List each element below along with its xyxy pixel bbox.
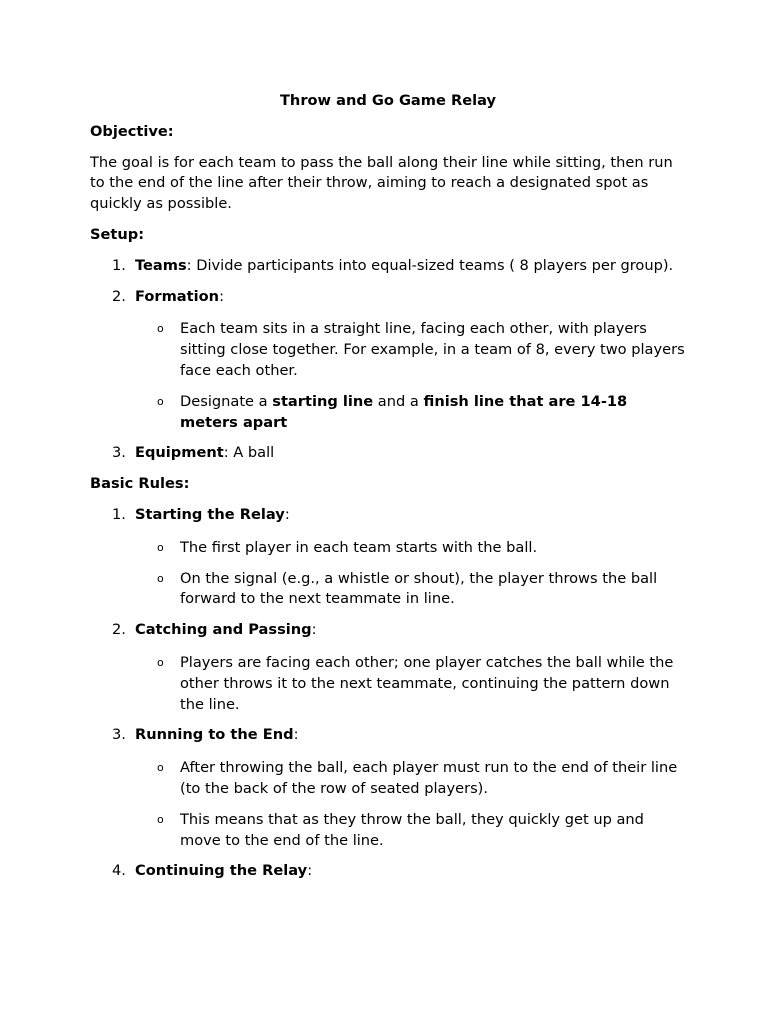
starting-line-label: starting line — [272, 392, 374, 410]
bullet-marker: o — [157, 540, 164, 554]
rule-running-end — [90, 725, 686, 746]
bullet-marker: o — [157, 812, 164, 826]
item-text: : A ball — [223, 444, 275, 462]
list-number: 4. — [112, 862, 126, 880]
item-label: Continuing the Relay — [135, 862, 308, 880]
designate-pre: Designate a — [180, 392, 273, 410]
item-label: Catching and Passing — [135, 621, 312, 639]
objective-text: The goal is for each team to pass the ball along their line while sitting, then run to the end of the line after their throw, aiming to reach a designated spot as quickly as possible. — [90, 153, 673, 213]
item-label: Starting the Relay — [135, 505, 285, 523]
rule-starting-relay — [90, 505, 686, 526]
formation-bullet — [90, 319, 686, 381]
list-number: 1. — [112, 256, 126, 274]
rule-continuing-relay — [90, 861, 686, 882]
rule-bullet — [90, 810, 686, 852]
item-label: Equipment — [135, 444, 224, 462]
item-text: : Divide participants into equal-sized teams ( 8 players per group). — [186, 256, 674, 274]
setup-item-teams — [90, 256, 686, 277]
setup-item-equipment — [90, 443, 686, 464]
document-body — [90, 91, 686, 892]
item-label: Teams — [135, 256, 187, 274]
setup-item-formation — [90, 287, 686, 308]
bullet-text: Each team sits in a straight line, facing each other, with players sitting close together. For example, in a team of 8, every two players face each other. — [180, 320, 685, 379]
list-number: 1. — [112, 505, 126, 523]
bullet-text: Players are facing each other; one player catches the ball while the other throws it to the next teammate, continuing the pattern down the line. — [180, 653, 674, 713]
list-number: 2. — [112, 287, 126, 305]
bullet-marker: o — [157, 322, 164, 336]
setup-heading: Setup: — [90, 225, 145, 243]
item-label: Formation — [135, 287, 220, 305]
item-text: : — [219, 287, 224, 305]
list-number: 2. — [112, 621, 126, 639]
bullet-text: This means that as they throw the ball, they quickly get up and move to the end of the line. — [180, 810, 644, 849]
item-text: : — [284, 505, 290, 523]
finish-line-label: finish line that are 14-18 meters apart — [180, 392, 628, 431]
designate-mid: and a — [373, 392, 424, 410]
rule-bullet — [90, 569, 686, 611]
list-number: 3. — [112, 726, 126, 744]
objective-heading: Objective: — [90, 122, 174, 140]
rule-catching-passing — [90, 620, 686, 641]
basic-rules-heading: Basic Rules: — [90, 475, 190, 493]
bullet-marker: o — [157, 394, 164, 408]
document-title: Throw and Go Game Relay — [279, 92, 497, 109]
bullet-marker: o — [157, 655, 164, 669]
rule-bullet — [90, 758, 686, 800]
bullet-marker: o — [157, 761, 164, 775]
designate-bullet — [90, 392, 686, 434]
item-text: : — [307, 862, 313, 880]
list-number: 3. — [112, 444, 126, 462]
item-label: Running to the End — [135, 726, 294, 744]
rule-bullet — [90, 653, 686, 715]
bullet-text: The first player in each team starts with the ball. — [180, 538, 538, 556]
item-text: : — [311, 621, 317, 639]
bullet-text: On the signal (e.g., a whistle or shout), the player throws the ball forward to the next teammate in line. — [180, 569, 658, 608]
bullet-text: After throwing the ball, each player must run to the end of their line (to the back of the row of seated players). — [180, 759, 678, 797]
rule-bullet — [90, 538, 686, 559]
bullet-marker: o — [157, 571, 164, 585]
item-text: : — [293, 726, 299, 744]
